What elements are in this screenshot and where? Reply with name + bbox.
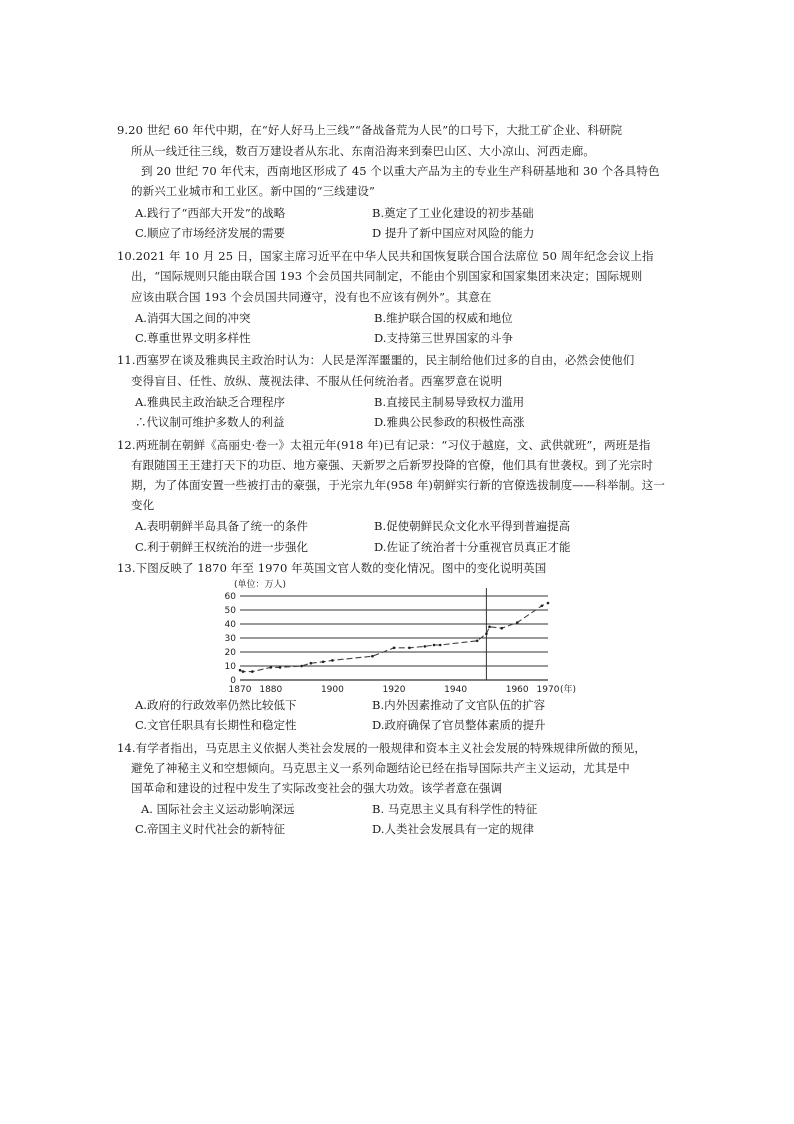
x-axis-label: (年) — [560, 685, 577, 695]
q9-stem-line: 9.20 世纪 60 年代中期，在“好人好马上三线”“备战备荒为人民”的口号下，大批工矿企业、科研院 — [117, 123, 623, 137]
data-point — [541, 605, 544, 608]
x-tick-label: 1880 — [259, 685, 283, 695]
q14-stem-line: 避免了神秘主义和空想倾向。马克思主义一系列命题结论已经在指导国际共产主义运动，尤其是中 — [131, 761, 630, 775]
x-tick-label: 1940 — [444, 685, 468, 695]
q11-stem-line: 11.西塞罗在谈及雅典民主政治时认为：人民是浑浑噩噩的，民主制给他们过多的自由，必然会使他们 — [117, 353, 635, 367]
q10-option-a[interactable]: A.消弭大国之间的冲突 — [135, 311, 251, 325]
y-tick-label: 50 — [224, 606, 236, 616]
q12-option-a[interactable]: A.表明朝鲜半岛具备了统一的条件 — [135, 519, 308, 533]
data-point — [547, 602, 550, 605]
data-point — [310, 662, 313, 665]
data-point — [331, 659, 334, 662]
data-point — [501, 627, 504, 630]
q9-option-c[interactable]: C.顺应了市场经济发展的需要 — [135, 226, 286, 240]
q9-option-b[interactable]: B.奠定了工业化建设的初步基础 — [372, 206, 534, 220]
q13-option-d[interactable]: D.政府确保了官员整体素质的提升 — [372, 718, 546, 732]
y-tick-label: 20 — [224, 648, 236, 658]
q12-option-d[interactable]: D.佐证了统治者十分重视官员真正才能 — [374, 540, 571, 554]
q13-option-c[interactable]: C.文官任职具有长期性和稳定性 — [135, 718, 297, 732]
q13-option-b[interactable]: B.内外因素推动了文官队伍的扩容 — [372, 698, 546, 712]
data-point — [242, 670, 245, 673]
data-point — [516, 621, 519, 624]
q14-option-b[interactable]: B. 马克思主义具有科学性的特征 — [372, 802, 538, 816]
q14-option-c[interactable]: C.帝国主义时代社会的新特征 — [135, 822, 286, 836]
y-tick-label: 60 — [224, 592, 236, 602]
q12-option-b[interactable]: B.促使朝鲜民众文化水平得到普遍提高 — [374, 519, 571, 533]
civil-servant-chart — [218, 578, 578, 698]
data-point — [485, 633, 488, 636]
x-tick-label: 1920 — [382, 685, 406, 695]
y-tick-label: 10 — [224, 662, 236, 672]
data-point — [488, 626, 491, 629]
q10-stem-line: 10.2021 年 10 月 25 日，国家主席习近平在中华人民共和国恢复联合国合法席位 50 周年纪念会议上指 — [117, 249, 654, 263]
q9-option-a[interactable]: A.践行了“西部大开发”的战略 — [135, 206, 286, 220]
series-line — [240, 603, 548, 672]
q10-option-c[interactable]: C.尊重世界文明多样性 — [135, 331, 251, 345]
x-tick-label: 1900 — [320, 685, 344, 695]
q13-option-a[interactable]: A.政府的行政效率仍然比较低下 — [135, 698, 297, 712]
q12-stem-line: 期，为了体面安置一些被打击的豪强，于光宗九年(958 年)朝鲜实行新的官僚选拔制度——科举制。这一 — [131, 478, 665, 492]
q12-stem-line: 有跟随国王王建打天下的功臣、地方豪强、天新罗之后新罗投降的官僚，他们具有世袭权。到了光宗时 — [131, 458, 653, 472]
y-tick-label: 0 — [230, 676, 236, 686]
x-tick-label: 1960 — [505, 685, 529, 695]
data-point — [439, 644, 442, 647]
q10-stem-line: 应该由联合国 193 个会员国共同遵守，没有也不应该有例外”。其意在 — [131, 290, 492, 304]
q11-option-d[interactable]: D.雅典公民参政的积极性高涨 — [374, 415, 525, 429]
q12-stem-line: 12.两班制在朝鲜《高丽史·卷一》太祖元年(918 年)已有记录：“习仪于越庭，文、武供就班”，两班是指 — [117, 438, 651, 452]
data-point — [239, 669, 242, 672]
q12-option-c[interactable]: C.利于朝鲜王权统治的进一步强化 — [135, 540, 309, 554]
q10-option-d[interactable]: D.支持第三世界国家的斗争 — [374, 331, 513, 345]
q9-option-d[interactable]: D 提升了新中国应对风险的能力 — [372, 226, 535, 240]
q12-stem-line: 变化 — [131, 498, 155, 512]
q9-stem-line: 的新兴工业城市和工业区。新中国的“三线建设” — [131, 184, 375, 198]
y-tick-label: 30 — [224, 634, 236, 644]
data-point — [300, 665, 303, 668]
x-tick-label: 1970 — [536, 685, 560, 695]
q9-stem-line: 到 20 世纪 70 年代末，西南地区形成了 45 个以重大产品为主的专业生产科研基地和 30 个各具特色 — [141, 164, 660, 178]
q14-option-d[interactable]: D.人类社会发展具有一定的规律 — [372, 822, 534, 836]
data-point — [371, 655, 374, 658]
chart-svg — [218, 578, 578, 698]
data-point — [251, 670, 254, 673]
data-point — [279, 666, 282, 669]
q10-option-b[interactable]: B.维护联合国的权威和地位 — [374, 311, 513, 325]
q11-stem-line: 变得盲目、任性、放纵、蔑视法律、不服从任何统治者。西塞罗意在说明 — [131, 374, 503, 388]
q9-stem-line: 所从一线迁往三线，数百万建设者从东北、东南沿海来到秦巴山区、大小凉山、河西走廊。 — [131, 144, 595, 158]
q13-stem-line: 13.下图反映了 1870 年至 1970 年英国文官人数的变化情况。图中的变化说明英国 — [117, 561, 547, 575]
data-point — [476, 640, 479, 643]
data-point — [393, 647, 396, 650]
q11-option-c[interactable]: ∴代议制可维护多数人的利益 — [135, 415, 285, 429]
q14-option-a[interactable]: A. 国际社会主义运动影响深远 — [141, 802, 295, 816]
q11-option-a[interactable]: A.雅典民主政治缺乏合理程序 — [135, 395, 285, 409]
q10-stem-line: 出，“国际规则只能由联合国 193 个会员国共同制定，不能由个别国家和国家集团来决定；国际规则 — [131, 269, 643, 283]
q14-stem-line: 14.有学者指出，马克思主义依据人类社会发展的一般规律和资本主义社会发展的特殊规律所做的预见， — [117, 741, 646, 755]
data-point — [433, 644, 436, 647]
data-point — [424, 645, 427, 648]
x-tick-label: 1870 — [228, 685, 252, 695]
data-point — [408, 647, 411, 650]
data-point — [270, 666, 273, 669]
q14-stem-line: 国革命和建设的过程中发生了实际改变社会的强大功效。该学者意在强调 — [131, 781, 503, 795]
y-tick-label: 40 — [224, 620, 236, 630]
q11-option-b[interactable]: B.直接民主制易导致权力滥用 — [374, 395, 525, 409]
y-axis-label: (单位：万人) — [234, 580, 287, 590]
data-point — [322, 661, 325, 664]
